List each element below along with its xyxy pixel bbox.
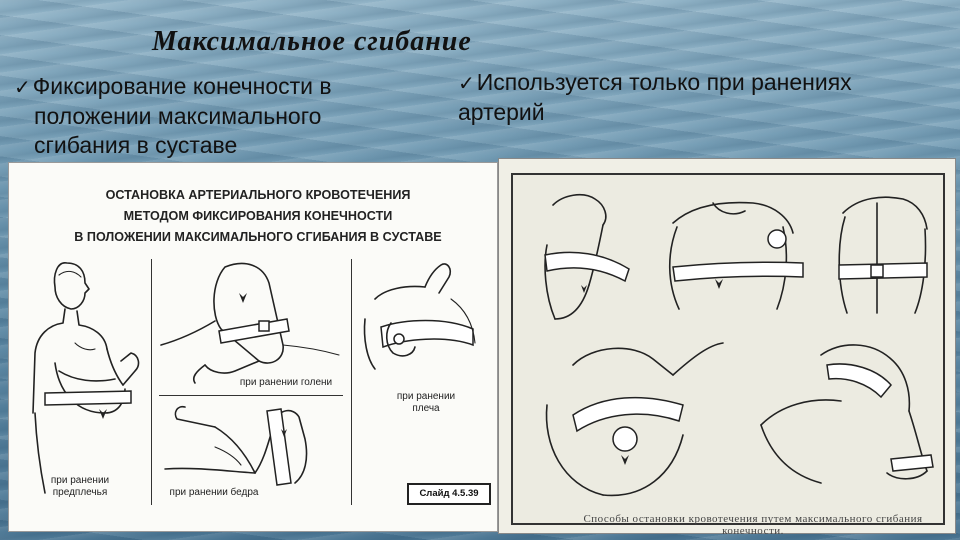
illustration-thigh-flexion: [155, 399, 345, 489]
illustration-back-bandage: [823, 183, 933, 333]
figure-right-caption-line1: Способы остановки кровотечения путем максимального сгибания: [583, 513, 923, 525]
bullet-fixation-line2: положении максимального: [34, 103, 322, 129]
caption-shoulder: [381, 391, 471, 415]
illustration-hip-bandage: [741, 335, 941, 505]
bullet-fixation-line3: сгибания в суставе: [34, 132, 238, 158]
illustration-elbow-bandage: [533, 185, 643, 335]
caption-forearm-line1: при ранении: [50, 475, 110, 486]
illustration-shoulder-front: [653, 183, 803, 333]
bullet-usage: [458, 68, 928, 127]
bullet-usage-line2: артерий: [458, 99, 545, 125]
checkmark-icon: ✓: [458, 71, 475, 95]
bullet-usage-line1: Используется только при ранениях: [476, 69, 852, 95]
figure-left-heading: [9, 185, 497, 248]
caption-forearm-line2: предплечья: [52, 487, 108, 498]
caption-shin: при ранении голени: [239, 377, 333, 388]
heading-line: В ПОЛОЖЕНИИ МАКСИМАЛЬНОГО СГИБАНИЯ В СУСТАВЕ: [74, 230, 442, 244]
bullet-fixation: [14, 72, 434, 160]
divider: [351, 259, 352, 505]
figure-right-panel: [498, 158, 956, 537]
caption-forearm: [25, 475, 135, 499]
illustration-shin-flexion: [155, 259, 345, 389]
illustration-shoulder-flexion: [355, 259, 495, 379]
caption-shoulder-line2: плеча: [412, 403, 440, 414]
checkmark-icon: ✓: [14, 75, 31, 99]
illustration-forearm-flexion: [15, 253, 155, 493]
caption-thigh: при ранении бедра: [169, 487, 259, 498]
heading-line: ОСТАНОВКА АРТЕРИАЛЬНОГО КРОВОТЕЧЕНИЯ: [105, 188, 411, 202]
divider: [159, 395, 343, 396]
slide-number-label: Слайд 4.5.39: [407, 483, 491, 505]
heading-line: МЕТОДОМ ФИКСИРОВАНИЯ КОНЕЧНОСТИ: [123, 209, 393, 223]
figure-right-caption: [573, 513, 933, 537]
figure-left-panel: [8, 162, 498, 532]
figure-right-frame: [511, 173, 945, 537]
figure-right-caption-line2: конечности.: [722, 525, 784, 537]
slide-title: Максимальное сгибание: [152, 26, 472, 57]
bullet-fixation-line1: Фиксирование конечности в: [32, 73, 332, 99]
caption-shoulder-line1: при ранении: [396, 391, 456, 402]
illustration-knee-bandage: [533, 335, 733, 505]
